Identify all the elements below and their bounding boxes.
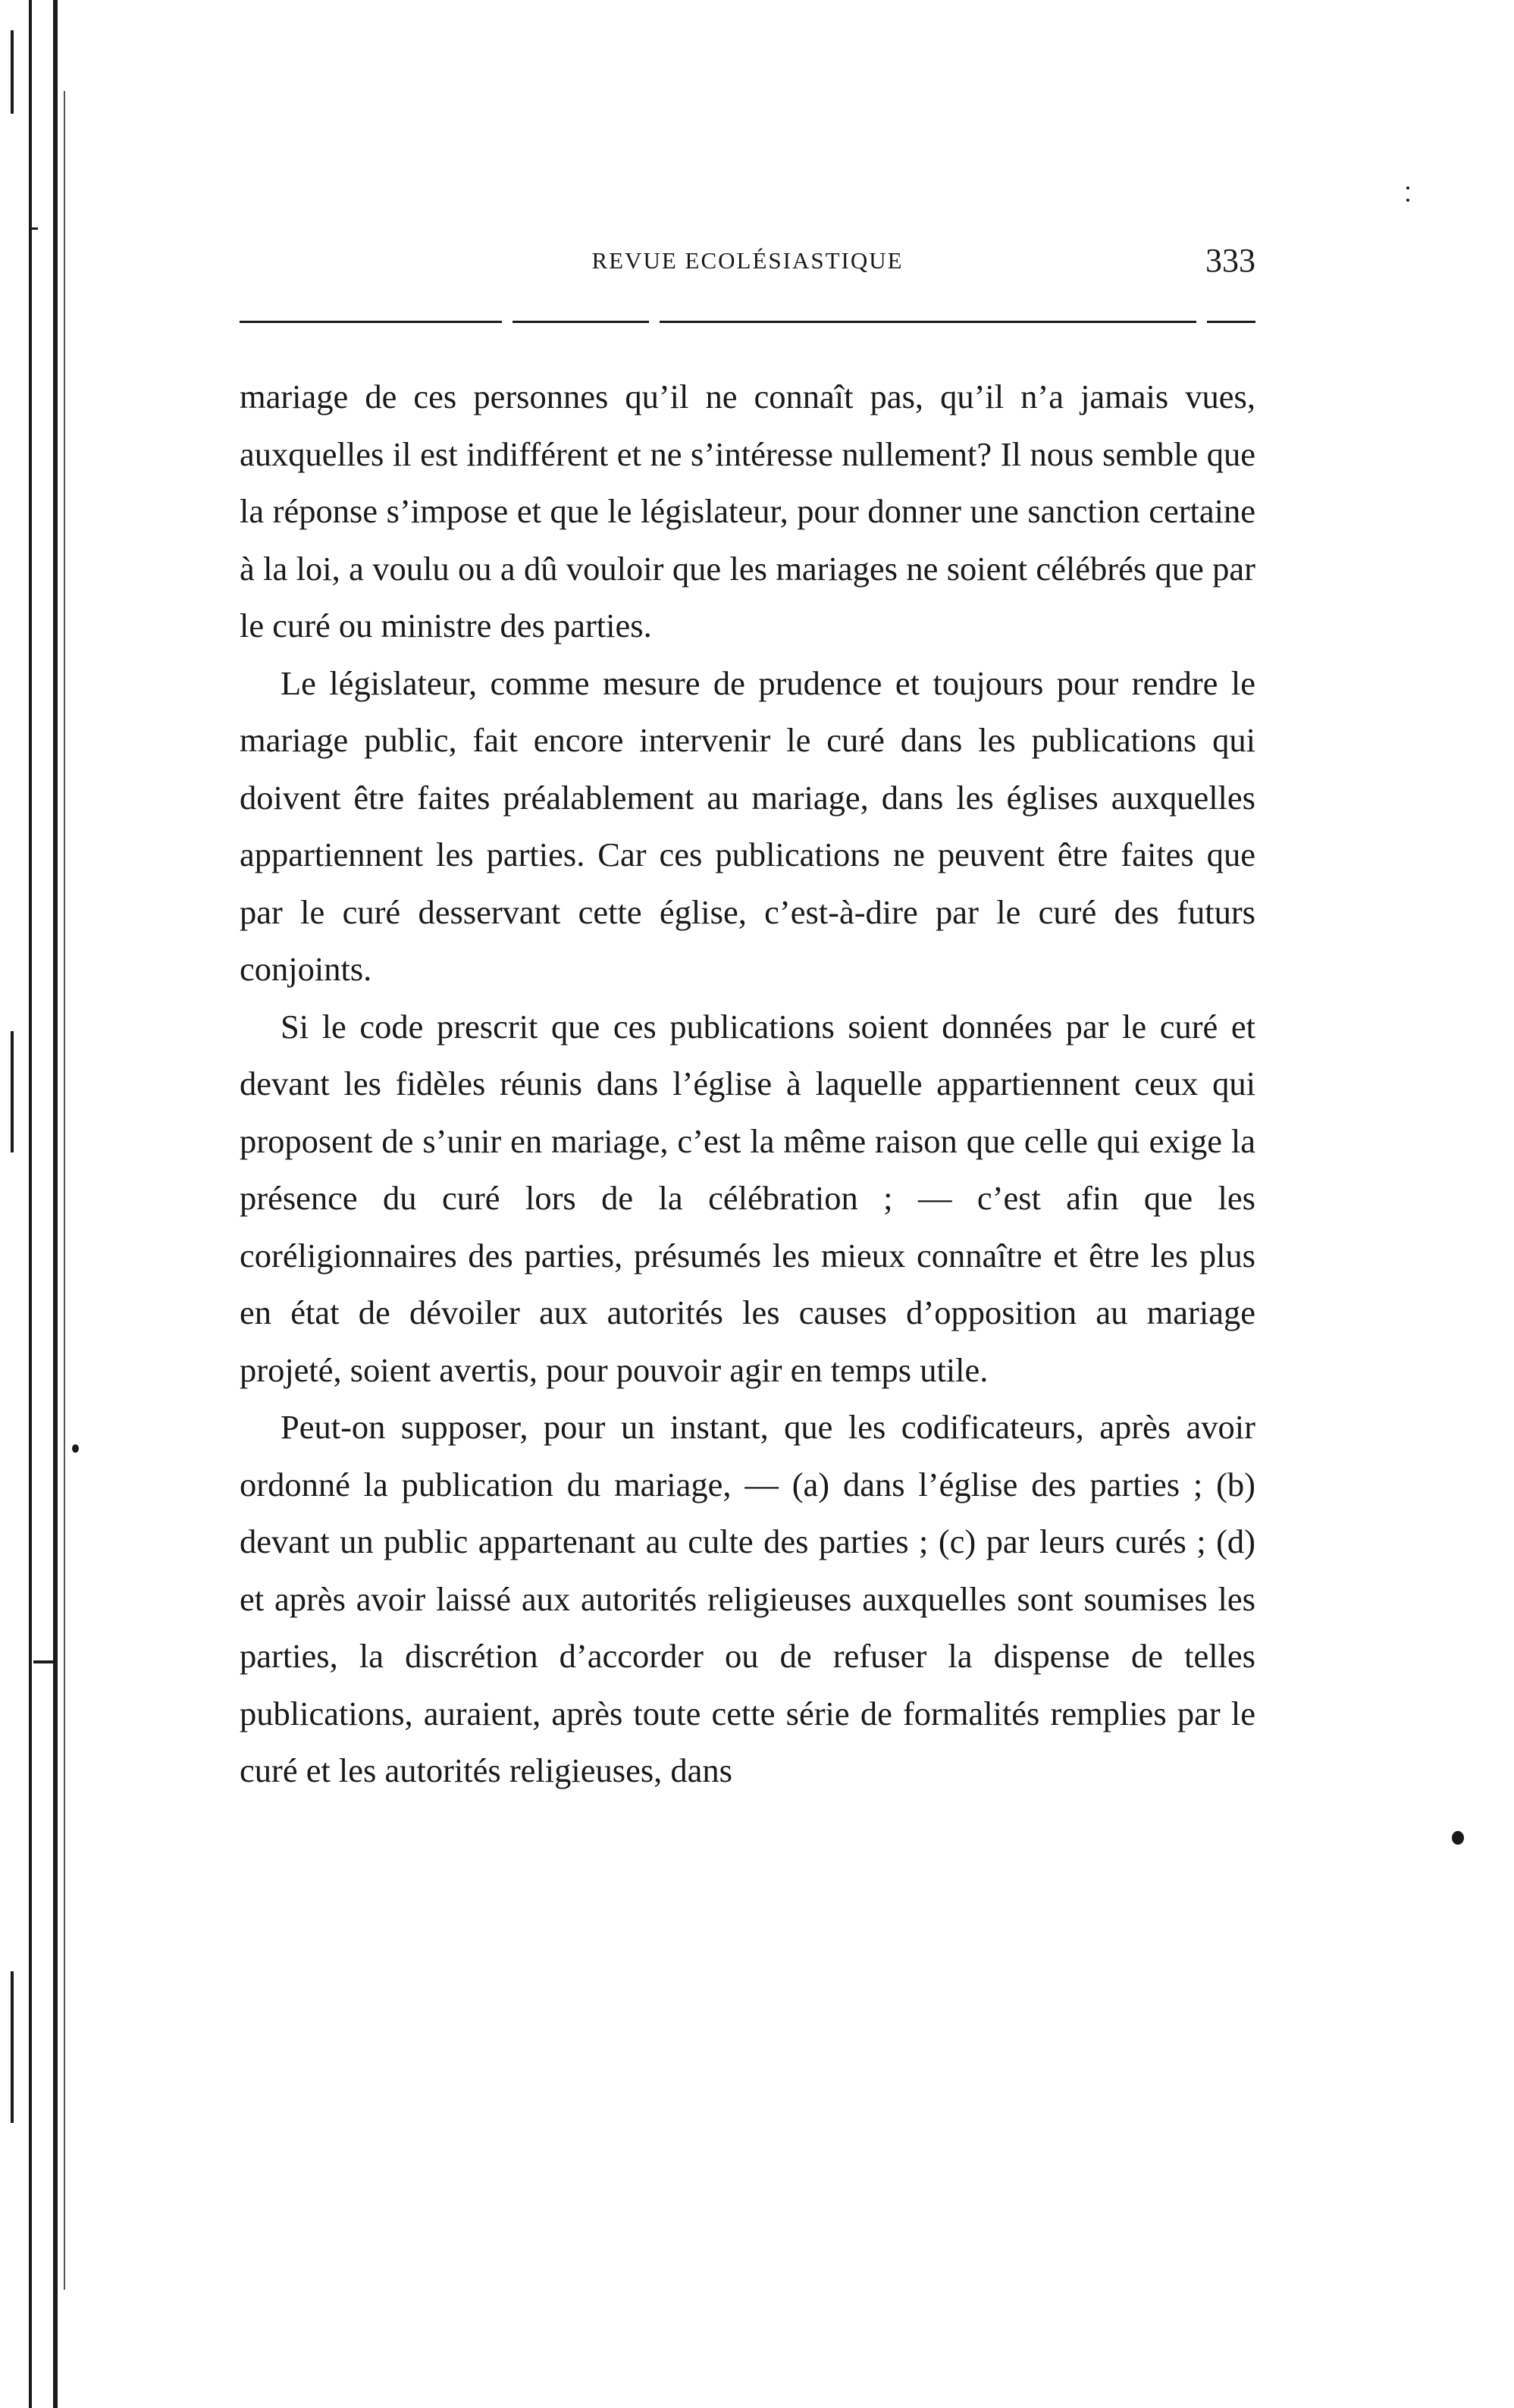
- binding-line: [64, 91, 65, 2290]
- page-number: 333: [1205, 242, 1255, 279]
- paragraph: Si le code prescrit que ces publications soient données par le curé et devant les fidèles réunis dans l’église à laquelle appartiennent ceux qui proposent de s’unir en mariage, c’est la même raison que celle qui exige la présence du curé lors de la célébration ; — c’est afin que les coréligionnaires des parties, présumés les mieux connaître et être les plus en état de dévoiler aux autorités les causes d’opposition au mariage projeté, soient avertis, pour pouvoir agir en temps utile.: [240, 1007, 1255, 1389]
- header-rule: [240, 321, 1255, 323]
- running-title: REVUE ECOLÉSIASTIQUE: [591, 247, 904, 274]
- binding-mark: [33, 1660, 55, 1663]
- binding-line: [29, 0, 32, 2408]
- binding-edge: [0, 0, 83, 2408]
- body-text: [240, 368, 1255, 1800]
- binding-mark: [11, 30, 14, 114]
- ink-speck: [1406, 199, 1409, 202]
- ink-speck: [1406, 187, 1409, 190]
- paragraph: Le législateur, comme mesure de prudence et toujours pour rendre le mariage public, fait encore intervenir le curé dans les publications qui doivent être faites préalablement au mariage, dans les églises auxquelles appartiennent les parties. Car ces publications ne peuvent être faites que par le curé desservant cette église, c’est-à-dire par le curé des futurs conjoints.: [240, 663, 1255, 988]
- page-header: [240, 241, 1255, 287]
- binding-line: [53, 0, 58, 2408]
- binding-mark: [30, 227, 38, 230]
- paragraph: mariage de ces personnes qu’il ne connaît pas, qu’il n’a jamais vues, auxquelles il est indifférent et ne s’intéresse nullement? Il nous semble que la réponse s’impose et que le législateur, pour donner une sanction certaine à la loi, a voulu ou a dû vouloir que les mariages ne soient célébrés que par le curé ou ministre des parties.: [240, 378, 1255, 644]
- paragraph: Peut-on supposer, pour un instant, que les codificateurs, après avoir ordonné la publication du mariage, — (a) dans l’église des parties ; (b) devant un public appartenant au culte des parties ; (c) par leurs curés ; (d) et après avoir laissé aux autorités religieuses auxquelles sont soumises les parties, la discrétion d’accorder ou de refuser la dispense de telles publications, auraient, après toute cette série de formalités remplies par le curé et les autorités religieuses, dans: [240, 1408, 1255, 1789]
- binding-mark: [11, 1031, 14, 1152]
- binding-mark: [11, 1971, 14, 2123]
- ink-speck: [1452, 1831, 1464, 1845]
- ink-speck: [72, 1444, 79, 1453]
